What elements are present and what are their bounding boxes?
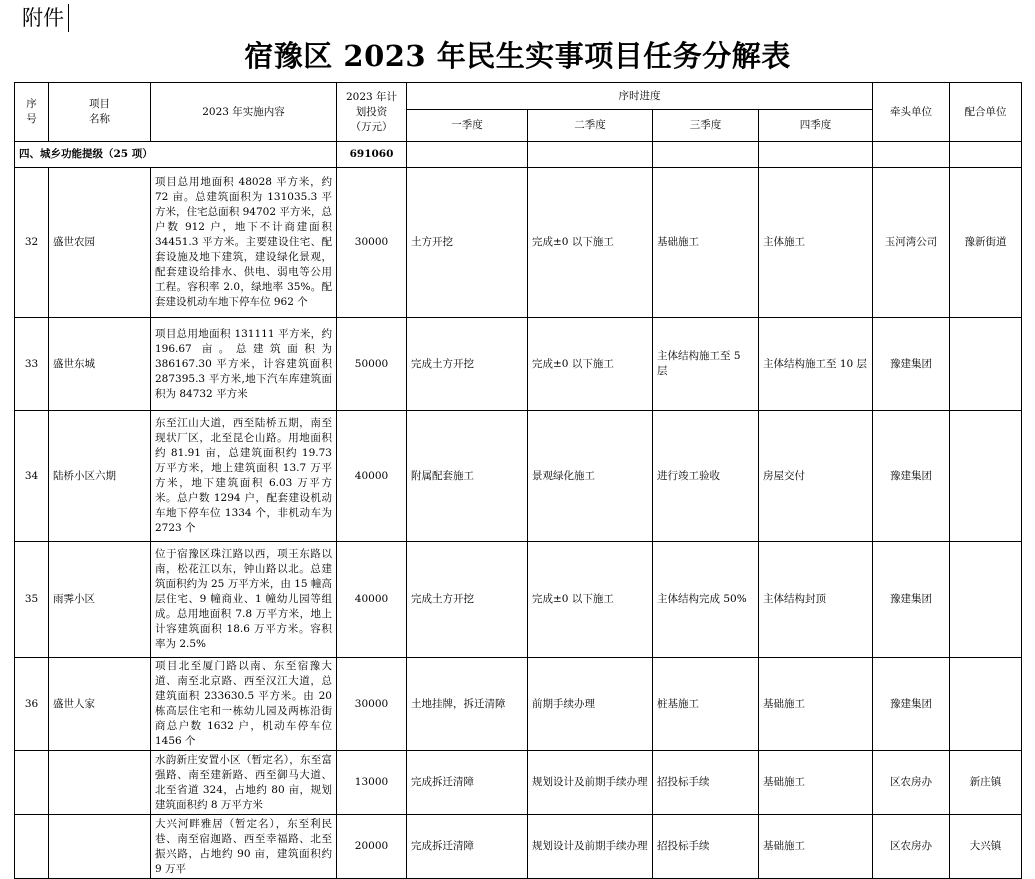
row-lead-unit: 区农房办: [873, 815, 950, 879]
row-content: 项目北至厦门路以南、东至宿豫大道、南至北京路、西至汉江大道，总建筑面积 233630.5 平方米。由 20 栋高层住宅和一栋幼儿园及两栋沿街商总户数 1632 户，机动车停车位 1456 个: [151, 658, 337, 751]
row-q4: 基础施工: [759, 658, 873, 751]
row-q2: 规划设计及前期手续办理: [528, 815, 653, 879]
row-q3: 主体结构完成 50%: [653, 542, 759, 658]
row-q3: 进行竣工验收: [653, 411, 759, 542]
header-project-name: 项目 名称: [49, 83, 151, 142]
row-investment: 40000: [337, 542, 407, 658]
row-q4: 房屋交付: [759, 411, 873, 542]
header-investment: 2023 年计 划投资 （万元）: [337, 83, 407, 142]
row-q2: 景观绿化施工: [528, 411, 653, 542]
row-q1: 完成拆迁清障: [407, 815, 528, 879]
header-lead-unit: 牵头单位: [873, 83, 950, 142]
row-seq: [15, 815, 49, 879]
row-project-name: 盛世人家: [49, 658, 151, 751]
header-q4: 四季度: [759, 110, 873, 142]
header-content: 2023 年实施内容: [151, 83, 337, 142]
row-investment: 20000: [337, 815, 407, 879]
row-lead-unit: 区农房办: [873, 751, 950, 815]
row-content: 项目总用地面积 131111 平方米，约 196.67 亩。总建筑面积为 386167.30 平方米，计容建筑面积 287395.3 平方米,地下汽车库建筑面积为 84732 平方米: [151, 318, 337, 411]
header-coop-unit: 配合单位: [950, 83, 1022, 142]
row-coop-unit: 大兴镇: [950, 815, 1022, 879]
row-seq: 36: [15, 658, 49, 751]
row-q1: 土地挂牌，拆迁清障: [407, 658, 528, 751]
row-seq: 34: [15, 411, 49, 542]
row-q2: 完成±0 以下施工: [528, 542, 653, 658]
row-investment: 50000: [337, 318, 407, 411]
table-row: [15, 168, 1022, 318]
row-content: 位于宿豫区珠江路以西，项王东路以南，松花江以东，钟山路以北。总建筑面积约为 25 万平方米，由 15 幢高层住宅、9 幢商业、1 幢幼儿园等组成。总用地面积 7.8 万平方米，地上计容建筑面积 18.6 万平方米。容积率为 2.5%: [151, 542, 337, 658]
section-investment: 691060: [337, 142, 407, 168]
section-row: [15, 142, 1022, 168]
row-coop-unit: [950, 542, 1022, 658]
row-content: 东至江山大道，西至陆桥五期，南至现状厂区，北至昆仑山路。用地面积约 81.91 亩，总建筑面积约 19.73 万平方米，地上建筑面积 13.7 万平方米，地下建筑面积 6.03 万平方米。总户数 1294 户，配套建设机动车地下停车位 1334 个，非机动车为 2723 个: [151, 411, 337, 542]
row-lead-unit: 豫建集团: [873, 318, 950, 411]
row-q3: 招投标手续: [653, 815, 759, 879]
row-coop-unit: 豫新街道: [950, 168, 1022, 318]
row-coop-unit: 新庄镇: [950, 751, 1022, 815]
table-row: [15, 815, 1022, 879]
row-q3: 基础施工: [653, 168, 759, 318]
row-lead-unit: 豫建集团: [873, 542, 950, 658]
row-q4: 基础施工: [759, 751, 873, 815]
row-q1: 完成土方开挖: [407, 542, 528, 658]
row-content: 项目总用地面积 48028 平方米，约 72 亩。总建筑面积为 131035.3 平方米，住宅总面积 94702 平方米，总户数 912 户，地下不计商建面积 34451.3 平方米。主要建设住宅、配套设施及地下建筑，建设绿化景观，配套建设给排水、供电、弱电等公用工程。容积率 2.0，绿地率 35%。配套建设机动车地下停车位 962 个: [151, 168, 337, 318]
row-investment: 30000: [337, 168, 407, 318]
row-project-name: [49, 751, 151, 815]
row-content: 大兴河畔雅居（暂定名），东至利民巷、南至宿迦路、西至幸福路、北至振兴路，占地约 90 亩，建筑面积约 9 万平: [151, 815, 337, 879]
row-q4: 主体结构封顶: [759, 542, 873, 658]
row-seq: [15, 751, 49, 815]
table-row: [15, 751, 1022, 815]
row-seq: 32: [15, 168, 49, 318]
header-q2: 二季度: [528, 110, 653, 142]
row-q2: 完成±0 以下施工: [528, 168, 653, 318]
document-title: 宿豫区 2023 年民生实事项目任务分解表: [244, 39, 791, 73]
table-row: [15, 411, 1022, 542]
row-lead-unit: 豫建集团: [873, 658, 950, 751]
row-investment: 40000: [337, 411, 407, 542]
row-project-name: 盛世农园: [49, 168, 151, 318]
row-project-name: 雨霁小区: [49, 542, 151, 658]
row-project-name: [49, 815, 151, 879]
row-q2: 完成±0 以下施工: [528, 318, 653, 411]
row-project-name: 陆桥小区六期: [49, 411, 151, 542]
table-row: [15, 658, 1022, 751]
row-coop-unit: [950, 658, 1022, 751]
row-investment: 30000: [337, 658, 407, 751]
row-seq: 33: [15, 318, 49, 411]
row-q3: 桩基施工: [653, 658, 759, 751]
header-schedule: 序时进度: [407, 83, 873, 110]
row-q1: 土方开挖: [407, 168, 528, 318]
row-q4: 主体施工: [759, 168, 873, 318]
row-q1: 附属配套施工: [407, 411, 528, 542]
row-q3: 主体结构施工至 5 层: [653, 318, 759, 411]
row-q3: 招投标手续: [653, 751, 759, 815]
row-q2: 前期手续办理: [528, 658, 653, 751]
row-q4: 主体结构施工至 10 层: [759, 318, 873, 411]
row-project-name: 盛世东城: [49, 318, 151, 411]
row-coop-unit: [950, 411, 1022, 542]
header-seq: 序 号: [15, 83, 49, 142]
table-row: [15, 318, 1022, 411]
row-investment: 13000: [337, 751, 407, 815]
row-q1: 完成土方开挖: [407, 318, 528, 411]
row-lead-unit: 玉河湾公司: [873, 168, 950, 318]
header-q1: 一季度: [407, 110, 528, 142]
row-q4: 基础施工: [759, 815, 873, 879]
row-q1: 完成拆迁清障: [407, 751, 528, 815]
row-seq: 35: [15, 542, 49, 658]
row-content: 水韵新庄安置小区（暂定名），东至富强路、南至建新路、西至御马大道、北至省道 324，占地约 80 亩，规划建筑面积约 8 万平方米: [151, 751, 337, 815]
section-label: 四、城乡功能提级（25 项）: [15, 142, 337, 168]
row-coop-unit: [950, 318, 1022, 411]
table-row: [15, 542, 1022, 658]
attachment-label: 附件: [22, 4, 69, 32]
header-q3: 三季度: [653, 110, 759, 142]
row-lead-unit: 豫建集团: [873, 411, 950, 542]
row-q2: 规划设计及前期手续办理: [528, 751, 653, 815]
task-table: [14, 82, 1022, 879]
